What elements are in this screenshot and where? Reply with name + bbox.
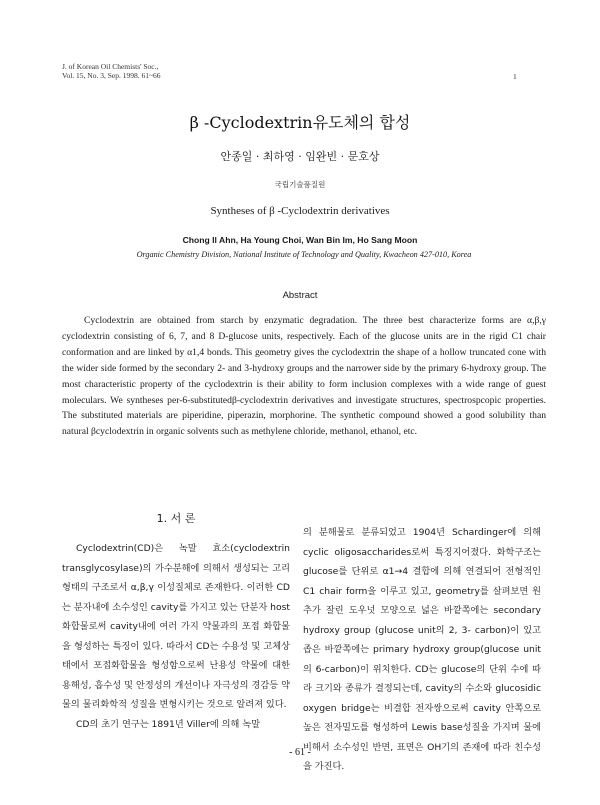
abstract-text: Cyclodextrin are obtained from starch by enzymatic degradation. The three best characterize forms are α,β,γ cyclodextrin consisting of 6, 7, and 8 D-glucose units, respectively. Each of the glucose units are in the rigid C1 chair conformation and are linked by α1,4 bonds. This geometry gives the cyclodextrin the shape of a hollow truncated cone with the wider side formed by the secondary 2- and 3-hydroxy groups and the narrower side by the primary 6-hydroxy group. The most characteristic property of the cyclodextrin is their ability to form inclusion complexes with a wide range of guest moleculars. We syntheses per-6-substitutedβ-cyclodextrin derivatives and investigate structures, spectrospcopic properties. The substituted materials are piperidine, piperazin, morphorine. The synthetic compound showed a good solubility than natural βcyclodextrin in organic solvents such as methylene chloride, methanol, ethanol, etc. xyxy=(62,315,546,438)
authors-english: Chong Il Ahn, Ha Young Choi, Wan Bin Im, Ho Sang Moon xyxy=(182,235,418,245)
intro-paragraph-1: Cyclodextrin(CD)은 녹말 효소(cyclodextrin transglycosylase)의 가수분해에 의해서 생성되는 고리형태의 구조로서 α,β,γ 이성질체로 존재한다. 이러한 CD는 분자내에 소수성인 cavity를 가지고 있는 단분자 host 화합물로써 cavity내에 여러 가지 약물과의 포접 화합물을 형성하는 특징이 있다. 따라서 CD는 수용성 및 고체상태에서 포접화합물을 형성함으로써 난용성 약물에 대한 용해성, 흡수성 및 안정성의 개선이나 자극성의 경감등 약물의 물리화학적 성질을 변형시키는 것으로 알려져 있다. xyxy=(62,543,290,710)
footer-page-number: - 61 - xyxy=(289,747,311,758)
intro-paragraph-3: 의 분해물로 분류되었고 1904년 Schardinger에 의해 cyclic oligosaccharides로써 특징지어졌다. 화학구조는 glucose를 단위로 α1→4 결합에 의해 연결되어 전형적인 C1 chair form을 이루고 있고, geometry를 살펴보면 원추가 잘린 도우넛 모양으로 넓은 바깥쪽에는 secondary hydroxy group (glucose unit의 2, 3- carbon)이 있고 좁은 바깥쪽에는 primary hydroxy group(glucose unit의 6-carbon)이 위치한다. CD는 glucose의 단위 수에 따라 크기와 종류가 결정되는데, cavity의 수소와 glucosidic oxygen bridge는 비결합 전자쌍으로써 cavity 안쪽으로 높은 전자밀도를 형성하여 Lewis base성질을 가지며 물에 비해서 소수성인 반면, 표면은 OH기의 존재에 따라 친수성을 가진다. xyxy=(303,527,541,772)
affiliation-english: Organic Chemistry Division, National Institute of Technology and Quality, Kwacheon 427-010, Korea xyxy=(136,250,472,259)
journal-citation xyxy=(62,62,161,80)
body-column-left xyxy=(62,539,290,734)
journal-line-2: Vol. 15, No. 3, Sep. 1998. 61~66 xyxy=(62,71,161,80)
section-heading-introduction: 1. 서 론 xyxy=(156,512,196,525)
header-page-number: 1 xyxy=(513,72,517,81)
institute-korean: 국립기술품질원 xyxy=(274,180,326,189)
intro-paragraph-2: CD의 초기 연구는 1891년 Viller에 의해 녹말 xyxy=(76,718,261,730)
body-column-right xyxy=(303,523,541,777)
abstract-heading: Abstract xyxy=(282,290,318,301)
paper-title: β -Cyclodextrin유도체의 합성 xyxy=(189,113,411,132)
authors-korean: 안종일 · 최하영 · 임완빈 · 문호상 xyxy=(220,150,380,163)
paper-title-english: Syntheses of β -Cyclodextrin derivatives xyxy=(210,205,390,217)
journal-line-1: J. of Korean Oil Chemists' Soc., xyxy=(62,62,159,71)
